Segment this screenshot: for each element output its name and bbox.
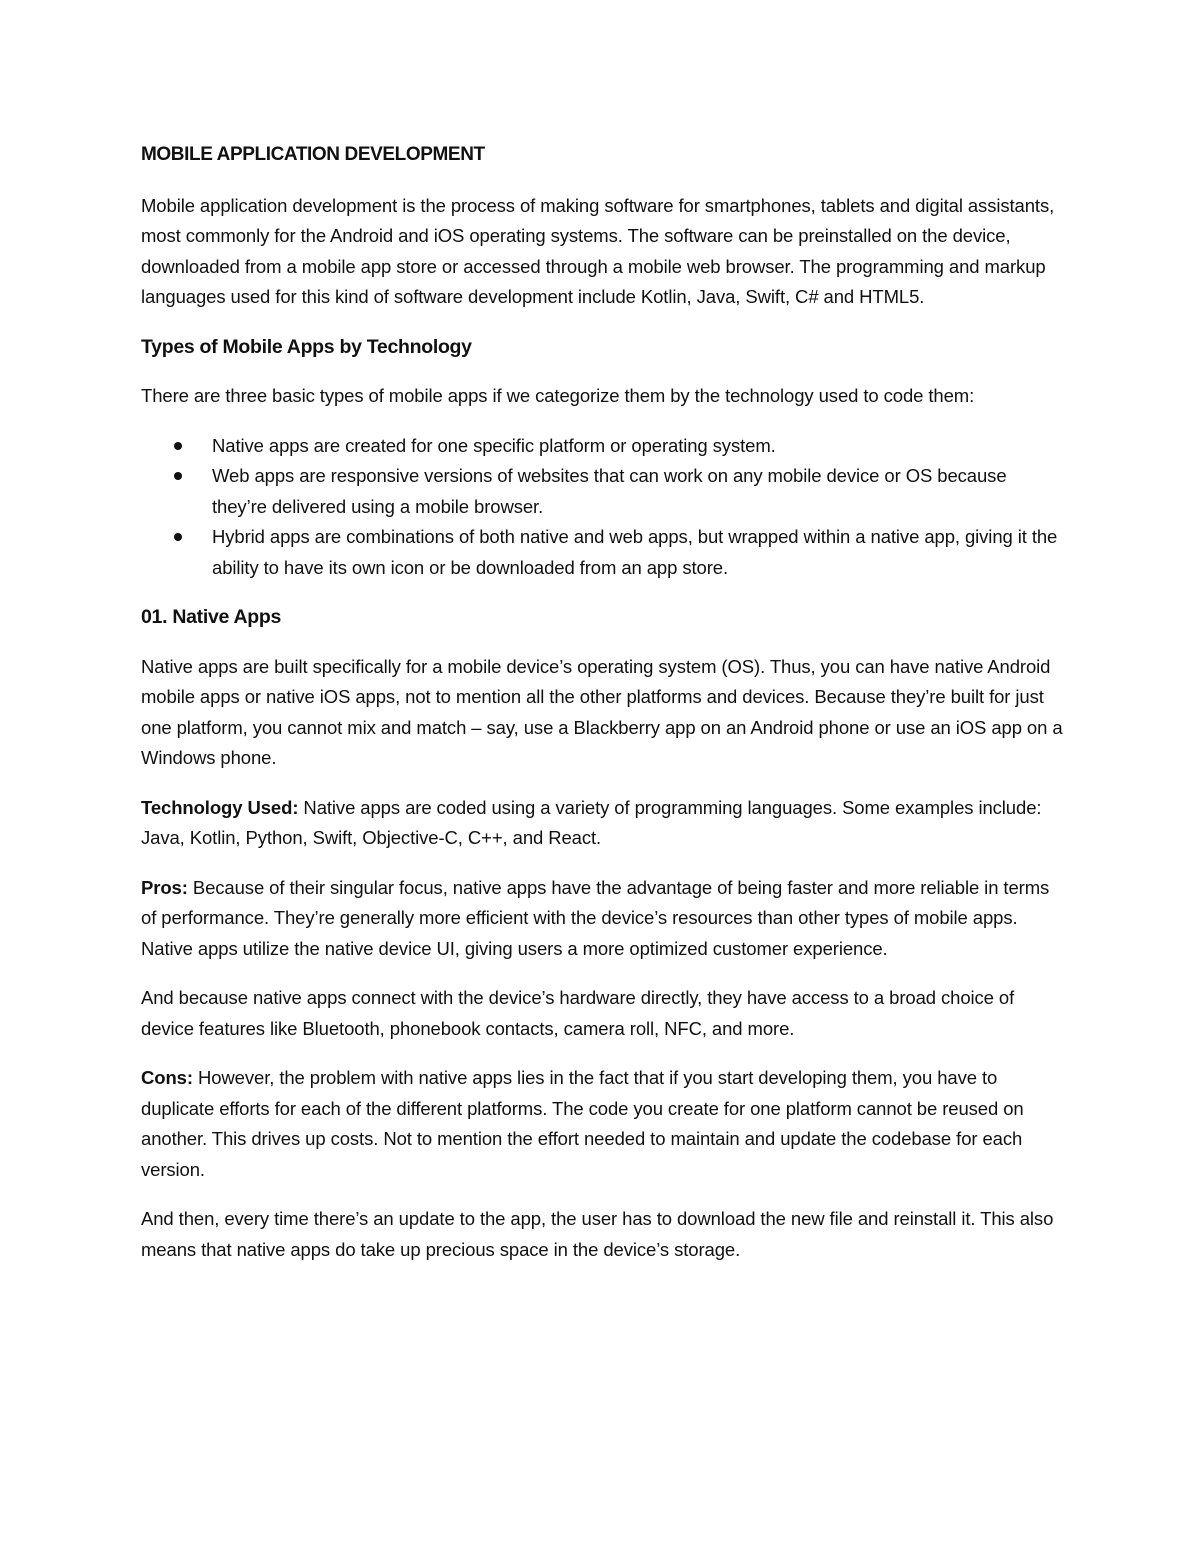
cons-text: However, the problem with native apps lies in the fact that if you start developing them, you have to duplicate efforts for each of the different platforms. The code you create for one platform cannot be reused on another. This drives up costs. Not to mention the effort needed to maintain and update the codebase for each version. xyxy=(141,1067,1024,1180)
pros-paragraph xyxy=(141,873,1066,965)
intro-paragraph: Mobile application development is the process of making software for smartphones, tablets and digital assistants, most commonly for the Android and iOS operating systems. The software can be preinstalled on the device, downloaded from a mobile app store or accessed through a mobile web browser. The programming and markup languages used for this kind of software development include Kotlin, Java, Swift, C# and HTML5. xyxy=(141,194,1055,307)
bullet-icon xyxy=(174,442,182,450)
native-apps-paragraph: Native apps are built specifically for a mobile device’s operating system (OS). Thus, you can have native Android mobile apps or native iOS apps, not to mention all the other platforms and devices. Because they’re built for just one platform, you cannot mix and match – say, use a Blackberry app on an Android phone or use an iOS app on a Windows phone. xyxy=(141,655,1063,768)
types-heading: Types of Mobile Apps by Technology xyxy=(141,335,472,358)
technology-used-paragraph xyxy=(141,793,1066,854)
list-item xyxy=(141,461,1066,522)
list-item-text: Web apps are responsive versions of websites that can work on any mobile device or OS because they’re delivered using a mobile browser. xyxy=(212,465,1007,517)
cons-paragraph xyxy=(141,1063,1066,1185)
technology-used-text: Native apps are coded using a variety of programming languages. Some examples include: Java, Kotlin, Python, Swift, Objective-C, C++, and React. xyxy=(141,796,1042,848)
list-item-text: Native apps are created for one specific platform or operating system. xyxy=(212,434,776,456)
hardware-paragraph: And because native apps connect with the device’s hardware directly, they have access to a broad choice of device features like Bluetooth, phonebook contacts, camera roll, NFC, and more. xyxy=(141,987,1015,1039)
pros-text: Because of their singular focus, native apps have the advantage of being faster and more reliable in terms of performance. They’re generally more efficient with the device’s resources than other types of mobile apps. Native apps utilize the native device UI, giving users a more optimized customer experience. xyxy=(141,876,1050,959)
document-page xyxy=(141,140,1066,1284)
list-item-text: Hybrid apps are combinations of both native and web apps, but wrapped within a native app, giving it the ability to have its own icon or be downloaded from an app store. xyxy=(212,526,1058,578)
document-title: MOBILE APPLICATION DEVELOPMENT xyxy=(141,144,485,165)
native-apps-heading: 01. Native Apps xyxy=(141,606,281,628)
list-item xyxy=(141,522,1066,583)
types-intro-paragraph: There are three basic types of mobile apps if we categorize them by the technology used to code them: xyxy=(141,385,975,406)
app-types-list xyxy=(141,431,1066,584)
technology-used-label: Technology Used: xyxy=(141,796,299,818)
cons-label: Cons: xyxy=(141,1067,193,1088)
bullet-icon xyxy=(174,472,182,480)
update-paragraph: And then, every time there’s an update to the app, the user has to download the new file and reinstall it. This also means that native apps do take up precious space in the device’s storage. xyxy=(141,1208,1054,1260)
list-item xyxy=(141,431,1066,462)
pros-label: Pros: xyxy=(141,876,188,898)
bullet-icon xyxy=(174,533,182,541)
